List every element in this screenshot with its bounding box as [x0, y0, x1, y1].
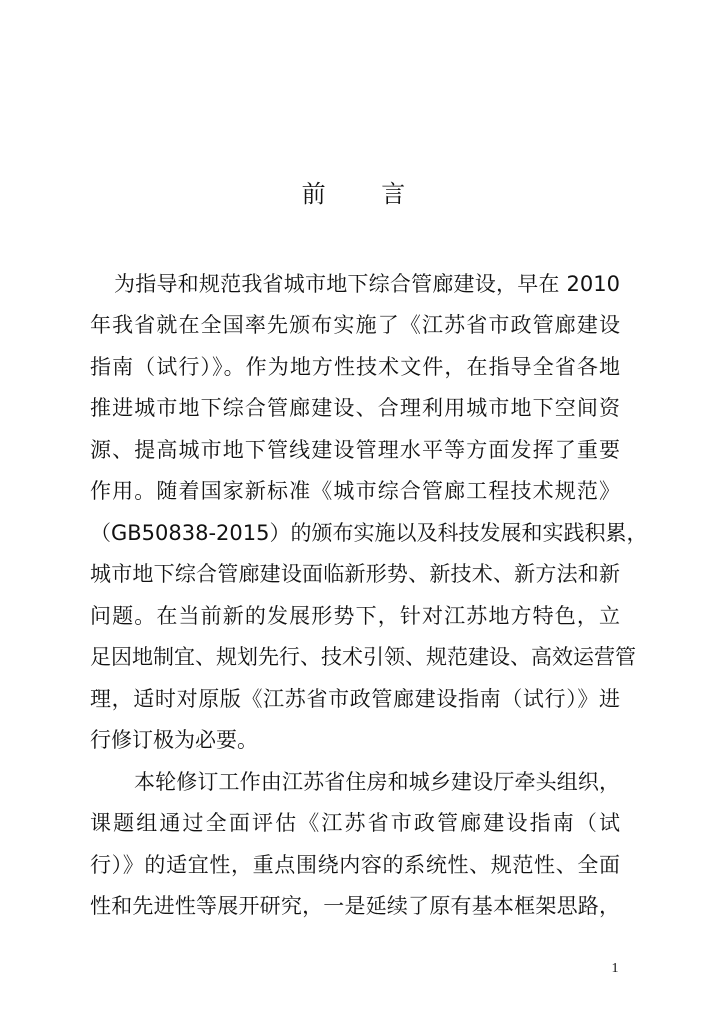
paragraph-1-line-12: 行修订极为必要。 [90, 728, 258, 752]
paragraph-2-line-2: 课题组通过全面评估《江苏省市政管廊建设指南（试 [90, 811, 620, 835]
paragraph-1-line-4: 推进城市地下综合管廊建设、合理利用城市地下空间资 [90, 396, 620, 420]
paragraph-1-line-2: 年我省就在全国率先颁布实施了《江苏省市政管廊建设 [90, 313, 620, 337]
page-title: 前 言 [301, 180, 430, 208]
paragraph-1-line-5: 源、提高城市地下管线建设管理水平等方面发挥了重要 [90, 438, 620, 462]
paragraph-1-line-7: （GB50838-2015）的颁布实施以及科技发展和实践积累， [90, 521, 648, 545]
paragraph-1-line-10: 足因地制宜、规划先行、技术引领、规范建设、高效运营管 [90, 645, 636, 669]
paragraph-1-line-3: 指南（试行）》。作为地方性技术文件，在指导全省各地 [90, 355, 620, 379]
page-number: 1 [611, 961, 619, 976]
paragraph-1-line-9: 问题。在当前新的发展形势下，针对江苏地方特色，立 [90, 604, 620, 628]
paragraph-2-line-1: 本轮修订工作由江苏省住房和城乡建设厅牵头组织， [134, 770, 620, 794]
paragraph-1-line-8: 城市地下综合管廊建设面临新形势、新技术、新方法和新 [90, 562, 620, 586]
paragraph-1-line-1: 为指导和规范我省城市地下综合管廊建设，早在 2010 [114, 272, 620, 296]
paragraph-1-line-11: 理，适时对原版《江苏省市政管廊建设指南（试行）》进 [90, 687, 620, 711]
paragraph-2-line-4: 性和先进性等展开研究，一是延续了原有基本框架思路， [90, 894, 620, 918]
paragraph-2-line-3: 行）》的适宜性，重点围绕内容的系统性、规范性、全面 [90, 853, 620, 877]
paragraph-1-line-6: 作用。随着国家新标准《城市综合管廊工程技术规范》 [90, 479, 620, 503]
